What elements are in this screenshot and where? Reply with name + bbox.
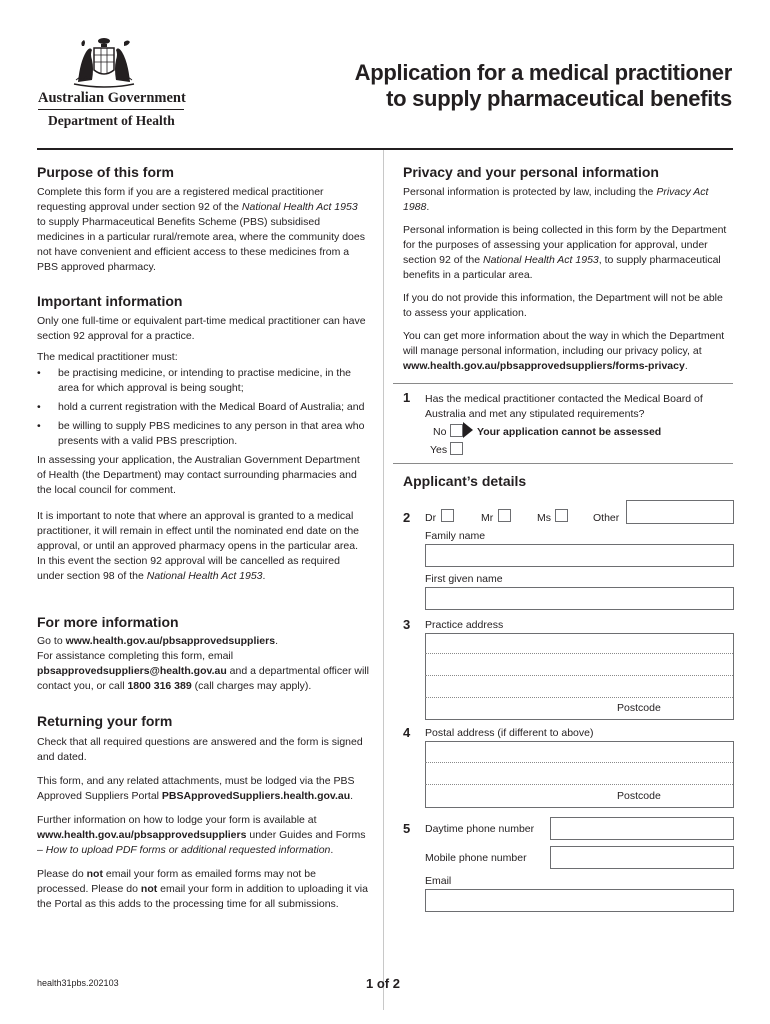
arrow-right-icon <box>463 422 473 438</box>
field-line <box>425 784 733 785</box>
privacy-p3: If you do not provide this information, the Department will not be able to assess your application. <box>403 292 723 319</box>
column-divider <box>383 150 384 1010</box>
purpose-heading: Purpose of this form <box>37 164 174 180</box>
given-name-label: First given name <box>425 573 503 585</box>
q1-yes-label: Yes <box>430 444 448 456</box>
question-4-number: 4 <box>403 725 411 740</box>
important-p2: The medical practitioner must: <box>37 351 178 363</box>
form-title-line1: Application for a medical practitioner <box>354 60 732 85</box>
important-p4: It is important to note that where an approval is granted to a medical practitioner, it will remain in effect until the nominated end date on the approval, or until an approved pharmacy opens in the particular area. In this event the section 92 approval will be cancelled as required under section 98 of the National Health Act 1953. <box>37 510 359 582</box>
important-p3: In assessing your application, the Australian Government Department of Health (the Department) may contact surrounding pharmacies and the local council for comment. <box>37 454 360 496</box>
daytime-phone-label: Daytime phone number <box>425 823 535 835</box>
header-rule <box>37 148 733 150</box>
important-heading: Important information <box>37 293 183 309</box>
privacy-p4: You can get more information about the way in which the Department will manage personal information, including our privacy policy, at www.health.gov.au/pbsapprovedsuppliers/forms-privacy. <box>403 330 725 372</box>
returning-p1: Check that all required questions are answered and the form is signed and dated. <box>37 736 363 763</box>
returning-section <box>37 713 369 912</box>
important-section <box>37 293 369 584</box>
logo-divider <box>38 109 184 110</box>
question-1-number: 1 <box>403 390 411 405</box>
question-1-text: Has the medical practitioner contacted the Medical Board of Australia and met any stipulated requirements? <box>425 393 703 420</box>
form-code: health31pbs.202103 <box>37 978 119 988</box>
privacy-section <box>403 164 733 374</box>
department-name: Department of Health <box>48 113 175 128</box>
title-other-field[interactable] <box>626 500 734 524</box>
practice-postcode-label: Postcode <box>617 702 661 714</box>
list-item: • hold a current registration with the Medical Board of Australia; and <box>37 400 369 415</box>
q1-yes-checkbox[interactable] <box>450 442 463 455</box>
field-line <box>425 697 733 698</box>
practice-address-label: Practice address <box>425 619 504 631</box>
postal-address-field[interactable] <box>425 741 734 808</box>
field-line <box>425 762 733 763</box>
mobile-phone-field[interactable] <box>550 846 734 869</box>
given-name-field[interactable] <box>425 587 734 610</box>
returning-heading: Returning your form <box>37 713 173 729</box>
government-name: Australian Government <box>38 90 186 106</box>
applicant-heading: Applicant’s details <box>403 473 527 489</box>
coat-of-arms-icon <box>68 34 140 88</box>
list-item: • be practising medicine, or intending to practise medicine, in the area for which approval is being sought; <box>37 366 369 396</box>
privacy-p1: Personal information is protected by law, including the Privacy Act 1988. <box>403 186 709 213</box>
question-5-number: 5 <box>403 821 411 836</box>
title-other-label: Other <box>593 512 620 524</box>
family-name-label: Family name <box>425 530 486 542</box>
purpose-text: Complete this form if you are a registered medical practitioner requesting approval under section 92 of the National Health Act 1953 to supply Pharmaceutical Benefits Scheme (PBS) subsidised medicines in a particular rural/remote area, where the community does not have convenient and efficient access to these medicines from a PBS approved pharmacy. <box>37 186 365 273</box>
returning-p3: Further information on how to lodge your form is available at www.health.gov.au/pbsapprovedsuppliers under Guides and Forms – How to upload PDF forms or additional requested information. <box>37 814 366 856</box>
title-dr-checkbox[interactable] <box>441 509 454 522</box>
contact-phone: 1800 316 389 <box>127 680 192 692</box>
page-number: 1 of 2 <box>366 976 400 991</box>
purpose-section <box>37 164 369 275</box>
form-title-line2: to supply pharmaceutical benefits <box>386 86 732 111</box>
title-ms-checkbox[interactable] <box>555 509 568 522</box>
daytime-phone-field[interactable] <box>550 817 734 840</box>
lodge-info-link[interactable]: www.health.gov.au/pbsapprovedsuppliers <box>37 829 247 841</box>
privacy-heading: Privacy and your personal information <box>403 164 659 180</box>
question-3-number: 3 <box>403 617 411 632</box>
more-info-text: Go to www.health.gov.au/pbsapprovedsuppliers. For assistance completing this form, email pbsapprovedsuppliers@health.gov.au and a departmental officer will contact you, or call 1800 316 389 (call charges may apply). <box>37 635 369 692</box>
mobile-phone-label: Mobile phone number <box>425 852 527 864</box>
more-info-heading: For more information <box>37 614 179 630</box>
important-p1: Only one full-time or equivalent part-time medical practitioner can have section 92 approval for a practice. <box>37 315 366 342</box>
portal-link[interactable]: PBSApprovedSuppliers.health.gov.au <box>161 790 351 802</box>
list-item: • be willing to supply PBS medicines to any person in that area who presents with a valid PBS prescription. <box>37 419 369 449</box>
returning-p2: This form, and any related attachments, must be lodged via the PBS Approved Suppliers Portal PBSApprovedSuppliers.health.gov.au. <box>37 775 355 802</box>
q1-no-label: No <box>433 426 447 438</box>
practice-address-field[interactable] <box>425 633 734 720</box>
title-mr-label: Mr <box>481 512 494 524</box>
postal-postcode-label: Postcode <box>617 790 661 802</box>
field-line <box>425 653 733 654</box>
title-dr-label: Dr <box>425 512 437 524</box>
privacy-link[interactable]: www.health.gov.au/pbsapprovedsuppliers/forms-privacy <box>403 360 685 372</box>
postal-address-label: Postal address (if different to above) <box>425 727 594 739</box>
family-name-field[interactable] <box>425 544 734 567</box>
form-title <box>355 60 732 112</box>
privacy-p2: Personal information is being collected in this form by the Department for the purposes of assessing your application for approval, under section 92 of the National Health Act 1953, to supply pharmaceutical benefits in a particular area. <box>403 224 727 281</box>
more-info-link[interactable]: www.health.gov.au/pbsapprovedsuppliers <box>65 635 276 647</box>
field-line <box>425 675 733 676</box>
requirements-list <box>37 366 369 449</box>
title-ms-label: Ms <box>537 512 551 524</box>
section-rule <box>393 383 733 384</box>
question-2-number: 2 <box>403 510 411 525</box>
email-field[interactable] <box>425 889 734 912</box>
email-label: Email <box>425 875 452 887</box>
q1-no-checkbox[interactable] <box>450 424 463 437</box>
more-info-section <box>37 614 369 694</box>
returning-p4: Please do not email your form as emailed forms may not be processed. Please do not email your form in addition to uploading it via the Portal as this adds to the processing time for all submissions. <box>37 868 368 910</box>
section-rule <box>393 463 733 464</box>
q1-no-note: Your application cannot be assessed <box>477 426 662 438</box>
contact-email-link[interactable]: pbsapprovedsuppliers@health.gov.au <box>37 665 227 677</box>
title-mr-checkbox[interactable] <box>498 509 511 522</box>
